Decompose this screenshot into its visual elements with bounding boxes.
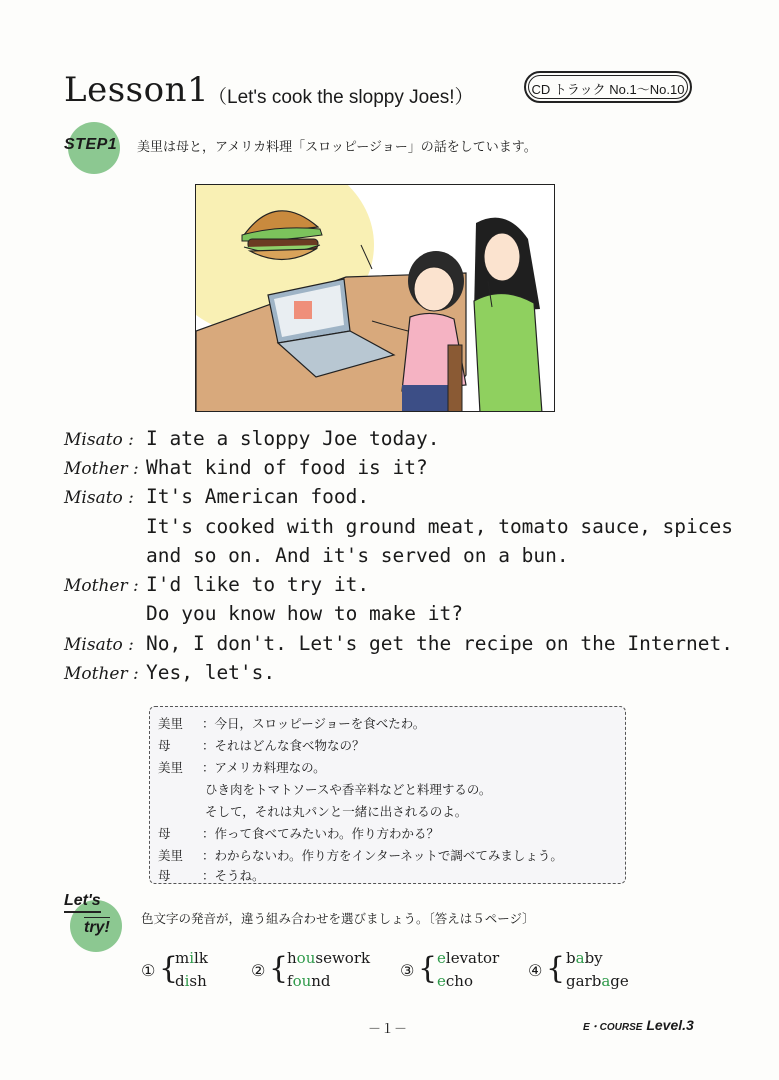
brace-icon: { [418,951,438,986]
dialogue-text: I'd like to try it. [146,573,370,596]
translation-speaker: 美里 [158,760,184,775]
dialogue-line [64,455,428,479]
question-word-b: dish [175,972,207,990]
dialogue-line [64,514,733,538]
dialogue-text: Yes, let's. [146,661,276,684]
translation-speaker: 美里 [158,848,184,863]
dialogue-text: It's American food. [146,485,370,508]
lets-try-description: 色文字の発音が，違う組み合わせを選びましょう。〔答えは５ページ〕 [141,911,535,926]
translation-speaker: 母 [158,868,171,883]
brace-icon: { [269,951,289,986]
lesson-subtitle: （Let's cook the sloppy Joes!） [208,87,474,108]
question-number: ④ [528,961,543,980]
translation-line [158,866,265,884]
speaker-name: Mother : [64,664,139,684]
translation-line [158,824,439,842]
question-number: ① [141,961,156,980]
question-word-a: elevator [437,949,500,967]
step-label: STEP1 [64,136,118,153]
page-title: Lesson1 [64,70,210,110]
dialogue-text: What kind of food is it? [146,456,428,479]
translation-speaker: 母 [158,826,171,841]
dialogue-text: No, I don't. Let's get the recipe on the Internet. [146,632,733,655]
translation-text: ひき肉をトマトソースや香辛料などと料理するの。 [205,782,492,797]
translation-line [158,758,326,776]
speaker-name: Mother : [64,576,139,596]
translation-text: ：今日，スロッピージョーを食べたわ。 [202,716,426,731]
kitchen-scene-image [196,185,555,412]
dialogue-text: I ate a sloppy Joe today. [146,427,440,450]
course-label: E・COURSE Level.3 [583,1017,694,1033]
speaker-name: Misato : [64,635,134,655]
translation-text: そして，それは丸パンと一緒に出されるのよ。 [205,804,468,819]
lets-try-label-bottom: try! [84,919,110,936]
dialogue-text: Do you know how to make it? [146,602,463,625]
dialogue-text: and so on. And it's served on a bun. [146,544,569,567]
dialogue-line [64,601,463,625]
translation-speaker: 美里 [158,716,184,731]
brace-icon: { [546,951,566,986]
translation-line [205,780,491,798]
speaker-name: Misato : [64,430,134,450]
question-word-b: garbage [566,972,629,990]
translation-text: ：わからないわ。作り方をインターネットで調べてみましょう。 [202,848,563,863]
translation-text: ：そうね。 [202,868,265,883]
lets-try-label-top: Let's [64,891,101,913]
translation-text: ：アメリカ料理なの。 [202,760,326,775]
translation-line [158,714,425,732]
question-word-b: found [287,972,331,990]
speaker-name: Misato : [64,488,134,508]
cd-track-badge [524,71,692,103]
dialogue-line [64,572,369,596]
question-number: ② [251,961,266,980]
question-word-a: milk [175,949,208,967]
dialogue-text: It's cooked with ground meat, tomato sauce, spices [146,515,733,538]
page-number: －１－ [368,1022,408,1037]
cd-track-label: CD トラック No.1～No.10 [531,82,685,97]
dialogue-line [64,543,569,567]
dialogue-line [64,484,369,508]
speaker-name: Mother : [64,459,139,479]
step-description: 美里は母と，アメリカ料理「スロッピージョー」の話をしています。 [137,140,537,155]
translation-speaker: 母 [158,738,171,753]
question-number: ③ [400,961,415,980]
brace-icon: { [159,951,179,986]
translation-text: ：作って食べてみたいわ。作り方わかる？ [202,826,440,841]
translation-line [158,736,365,754]
translation-line [205,802,467,820]
translation-line [158,846,563,864]
translation-text: ：それはどんな食べ物なの？ [202,738,365,753]
dialogue-line [64,426,440,450]
dialogue-line [64,631,733,655]
question-word-a: housework [287,949,371,967]
question-word-a: baby [566,949,603,967]
question-word-b: echo [437,972,473,990]
dialogue-line [64,660,275,684]
scene-illustration [195,184,555,412]
